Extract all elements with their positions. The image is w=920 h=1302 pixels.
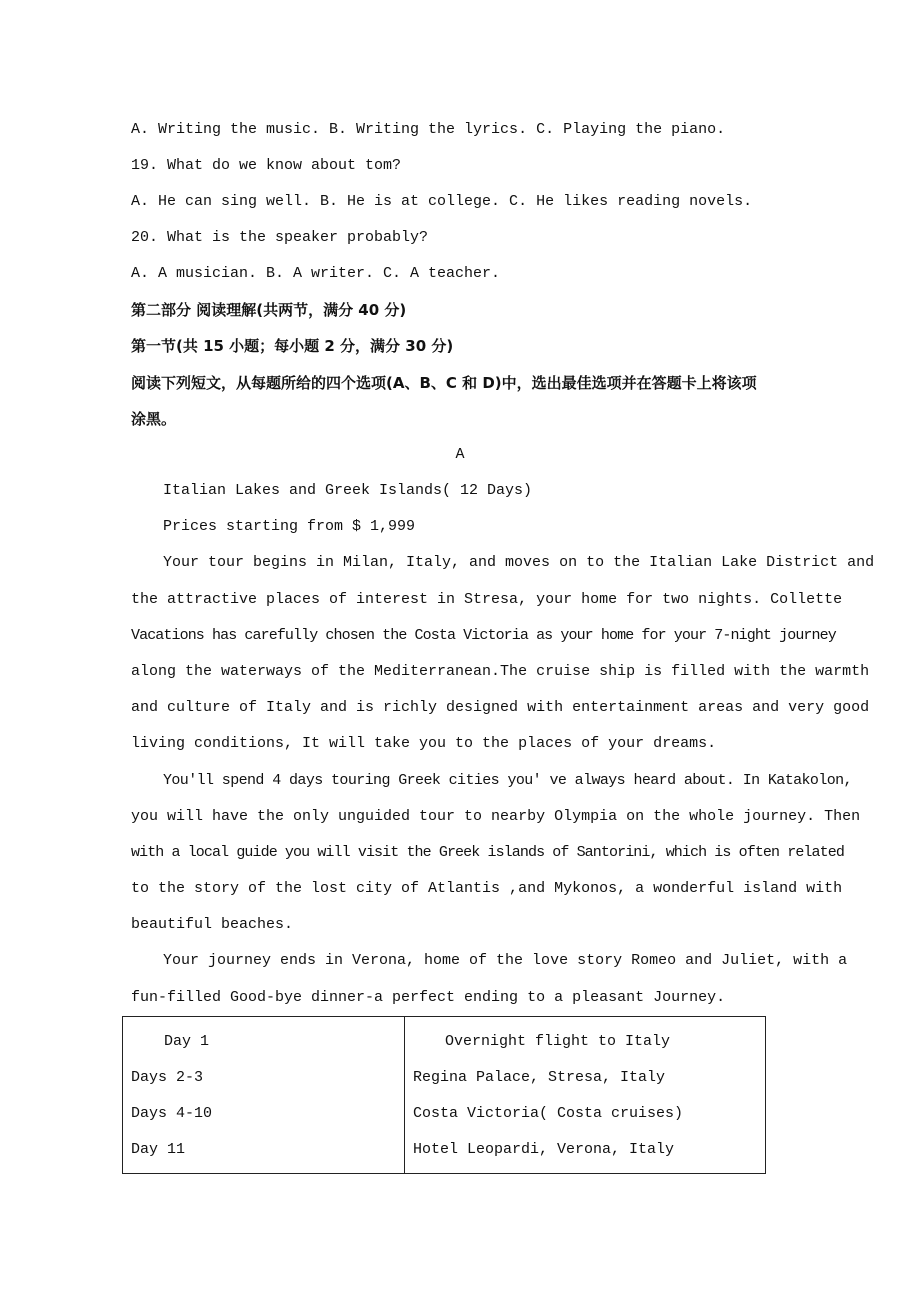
passage-price: Prices starting from $ 1,999 bbox=[163, 518, 416, 535]
p1-line: Vacations has carefully chosen the Costa Victoria as your home for your 7-night journey bbox=[131, 627, 836, 644]
p2-line: with a local guide you will visit the Greek islands of Santorini, which is often related bbox=[131, 844, 844, 861]
itinerary-day: Days 4-10 bbox=[131, 1105, 213, 1122]
instruction-line-1: 阅读下列短文，从每题所给的四个选项(A、B、C 和 D)中，选出最佳选项并在答题卡上将该项 bbox=[131, 374, 757, 392]
itinerary-place: Costa Victoria( Costa cruises) bbox=[413, 1105, 684, 1122]
p1-line: living conditions, It will take you to the places of your dreams. bbox=[131, 735, 717, 752]
p2-line: to the story of the lost city of Atlantis ,and Mykonos, a wonderful island with bbox=[131, 880, 843, 897]
p2-line: You'll spend 4 days touring Greek cities you' ve always heard about. In Katakolon, bbox=[163, 772, 852, 789]
itinerary-table bbox=[122, 1016, 766, 1174]
p3-line: Your journey ends in Verona, home of the love story Romeo and Juliet, with a bbox=[163, 952, 848, 969]
itinerary-day: Day 1 bbox=[164, 1033, 210, 1050]
itinerary-places-column bbox=[405, 1017, 766, 1174]
p1-line: and culture of Italy and is richly designed with entertainment areas and very good bbox=[131, 699, 870, 716]
passage-title: Italian Lakes and Greek Islands( 12 Days) bbox=[163, 482, 533, 499]
q20-options: A. A musician. B. A writer. C. A teacher. bbox=[131, 265, 501, 282]
itinerary-day: Day 11 bbox=[131, 1141, 186, 1158]
p1-line: along the waterways of the Mediterranean.The cruise ship is filled with the warmth bbox=[131, 663, 870, 680]
p2-line: beautiful beaches. bbox=[131, 916, 294, 933]
itinerary-day: Days 2-3 bbox=[131, 1069, 204, 1086]
q19-stem: 19. What do we know about tom? bbox=[131, 157, 402, 174]
itinerary-place: Hotel Leopardi, Verona, Italy bbox=[413, 1141, 675, 1158]
q18-options: A. Writing the music. B. Writing the lyrics. C. Playing the piano. bbox=[131, 121, 726, 138]
sub-title: 第一节(共 15 小题；每小题 2 分，满分 30 分) bbox=[131, 337, 454, 355]
q20-stem: 20. What is the speaker probably? bbox=[131, 229, 429, 246]
p3-line: fun-filled Good-bye dinner-a perfect ending to a pleasant Journey. bbox=[131, 989, 726, 1006]
p1-line: Your tour begins in Milan, Italy, and moves on to the Italian Lake District and bbox=[163, 554, 875, 571]
itinerary-days-column bbox=[123, 1017, 405, 1174]
p1-line: the attractive places of interest in Stresa, your home for two nights. Collette bbox=[131, 591, 843, 608]
p2-line: you will have the only unguided tour to nearby Olympia on the whole journey. Then bbox=[131, 808, 861, 825]
part-title: 第二部分 阅读理解(共两节，满分 40 分) bbox=[131, 301, 407, 319]
instruction-line-2: 涂黑。 bbox=[131, 410, 177, 428]
itinerary-place: Overnight flight to Italy bbox=[445, 1033, 671, 1050]
itinerary-place: Regina Palace, Stresa, Italy bbox=[413, 1069, 666, 1086]
q19-options: A. He can sing well. B. He is at college. C. He likes reading novels. bbox=[131, 193, 753, 210]
passage-label: A bbox=[455, 446, 465, 463]
